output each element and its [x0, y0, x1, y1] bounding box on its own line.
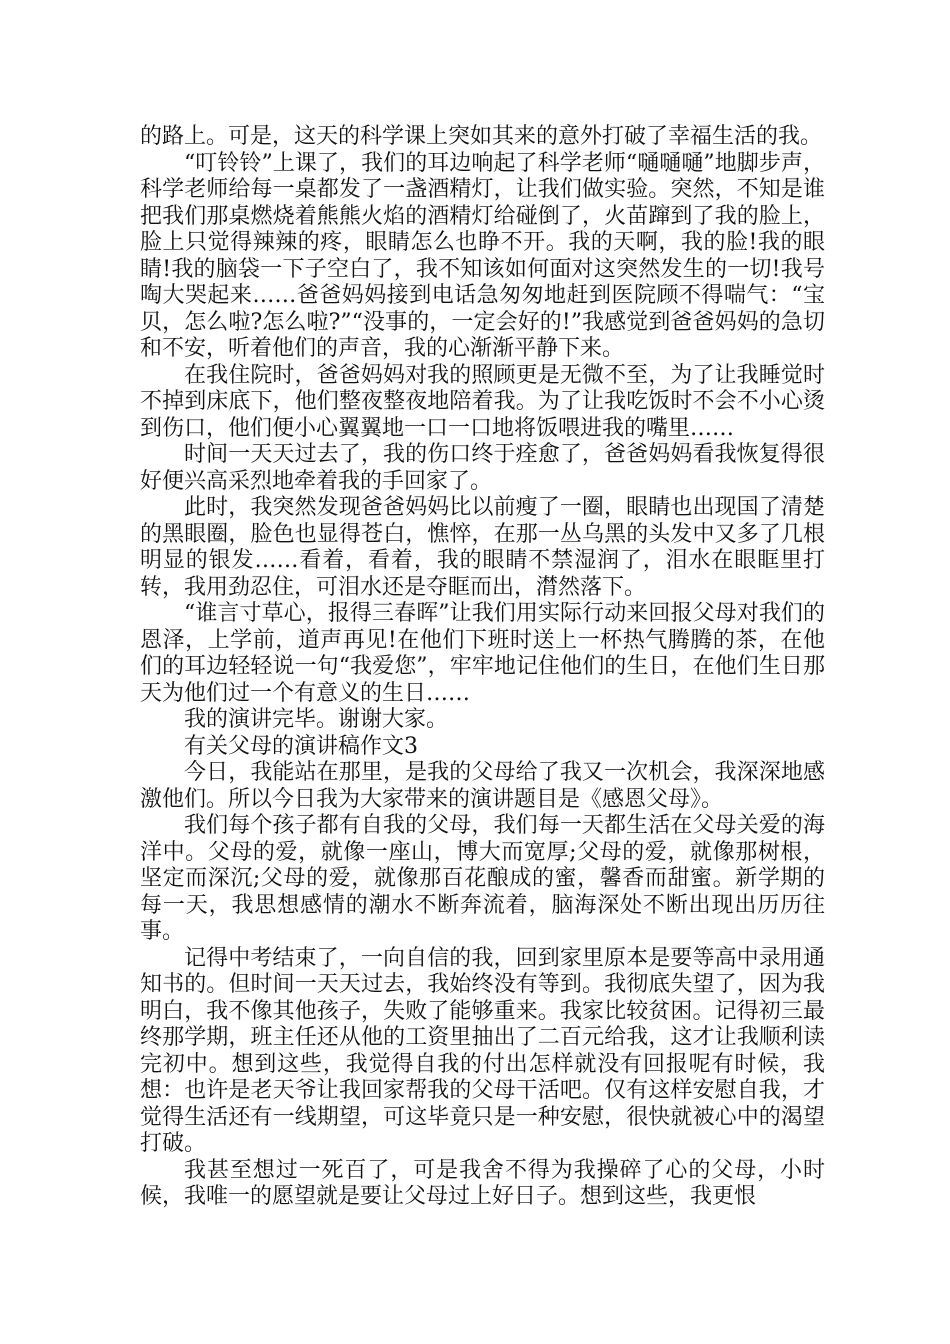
document-body [140, 124, 825, 1211]
paragraph-10: 我们每个孩子都有自我的父母，我们每一天都生活在父母关爱的海洋中。父母的爱，就像一座山，博大而宽厚;父母的爱，就像那树根，坚定而深沉;父母的爱，就像那百花酿成的蜜，馨香而甜蜜。新学期的每一天，我思想感情的潮水不断奔流着，脑海深处不断出现出历历往事。 [140, 813, 825, 944]
paragraph-2: “叮铃铃”上课了，我们的耳边响起了科学老师“嗵嗵嗵”地脚步声，科学老师给每一桌都发了一盏酒精灯，让我们做实验。突然，不知是谁把我们那桌燃烧着熊熊火焰的酒精灯给碰倒了，火苗蹿到了我的脸上，脸上只觉得辣辣的疼，眼睛怎么也睁不开。我的天啊，我的脸!我的眼睛!我的脑袋一下子空白了，我不知该如何面对这突然发生的一切!我号啕大哭起来……爸爸妈妈接到电话急匆匆地赶到医院顾不得喘气：“宝贝，怎么啦?怎么啦?”“没事的，一定会好的!”我感觉到爸爸妈妈的急切和不安，听着他们的声音，我的心渐渐平静下来。 [140, 150, 825, 361]
paragraph-4: 时间一天天过去了，我的伤口终于痊愈了，爸爸妈妈看我恢复得很好便兴高采烈地牵着我的手回家了。 [140, 442, 825, 494]
paragraph-6: “谁言寸草心，报得三春晖”让我们用实际行动来回报父母对我们的恩泽，上学前，道声再见!在他们下班时送上一杯热气腾腾的茶，在他们的耳边轻轻说一句“我爱您”，牢牢地记住他们的生日，在他们生日那天为他们过一个有意义的生日…… [140, 601, 825, 706]
paragraph-7: 我的演讲完毕。谢谢大家。 [184, 707, 449, 732]
paragraph-3: 在我住院时，爸爸妈妈对我的照顾更是无微不至，为了让我睡觉时不掉到床底下，他们整夜整夜地陪着我。为了让我吃饭时不会不小心烫到伤口，他们便小心翼翼地一口一口地将饭喂进我的嘴里…… [140, 362, 825, 441]
section-heading: 有关父母的演讲稿作文3 [184, 733, 418, 759]
paragraph-1: 的路上。可是，这天的科学课上突如其来的意外打破了幸福生活的我。 [140, 124, 823, 149]
paragraph-5: 此时，我突然发现爸爸妈妈比以前瘦了一圈，眼睛也出现国了清楚的黑眼圈，脸色也显得苍白，憔悴，在那一丛乌黑的头发中又多了几根明显的银发……看着，看着，我的眼睛不禁湿润了，泪水在眼眶里打转，我用劲忍住，可泪水还是夺眶而出，潸然落下。 [140, 495, 825, 600]
paragraph-9: 今日，我能站在那里，是我的父母给了我又一次机会，我深深地感激他们。所以今日我为大家带来的演讲题目是《感恩父母》。 [140, 760, 825, 812]
paragraph-12: 我甚至想过一死百了，可是我舍不得为我操碎了心的父母，小时候，我唯一的愿望就是要让父母过上好日子。想到这些，我更恨 [140, 1157, 825, 1209]
paragraph-11: 记得中考结束了，一向自信的我，回到家里原本是要等高中录用通知书的。但时间一天天过去，我始终没有等到。我彻底失望了，因为我明白，我不像其他孩子，失败了能够重来。我家比较贫困。记得初三最终那学期，班主任还从他的工资里抽出了二百元给我，这才让我顺利读完初中。想到这些，我觉得自我的付出怎样就没有回报呢有时候，我想：也许是老天爷让我回家帮我的父母干活吧。仅有这样安慰自我，才觉得生活还有一线期望，可这毕竟只是一种安慰，很快就被心中的渴望打破。 [140, 945, 825, 1156]
